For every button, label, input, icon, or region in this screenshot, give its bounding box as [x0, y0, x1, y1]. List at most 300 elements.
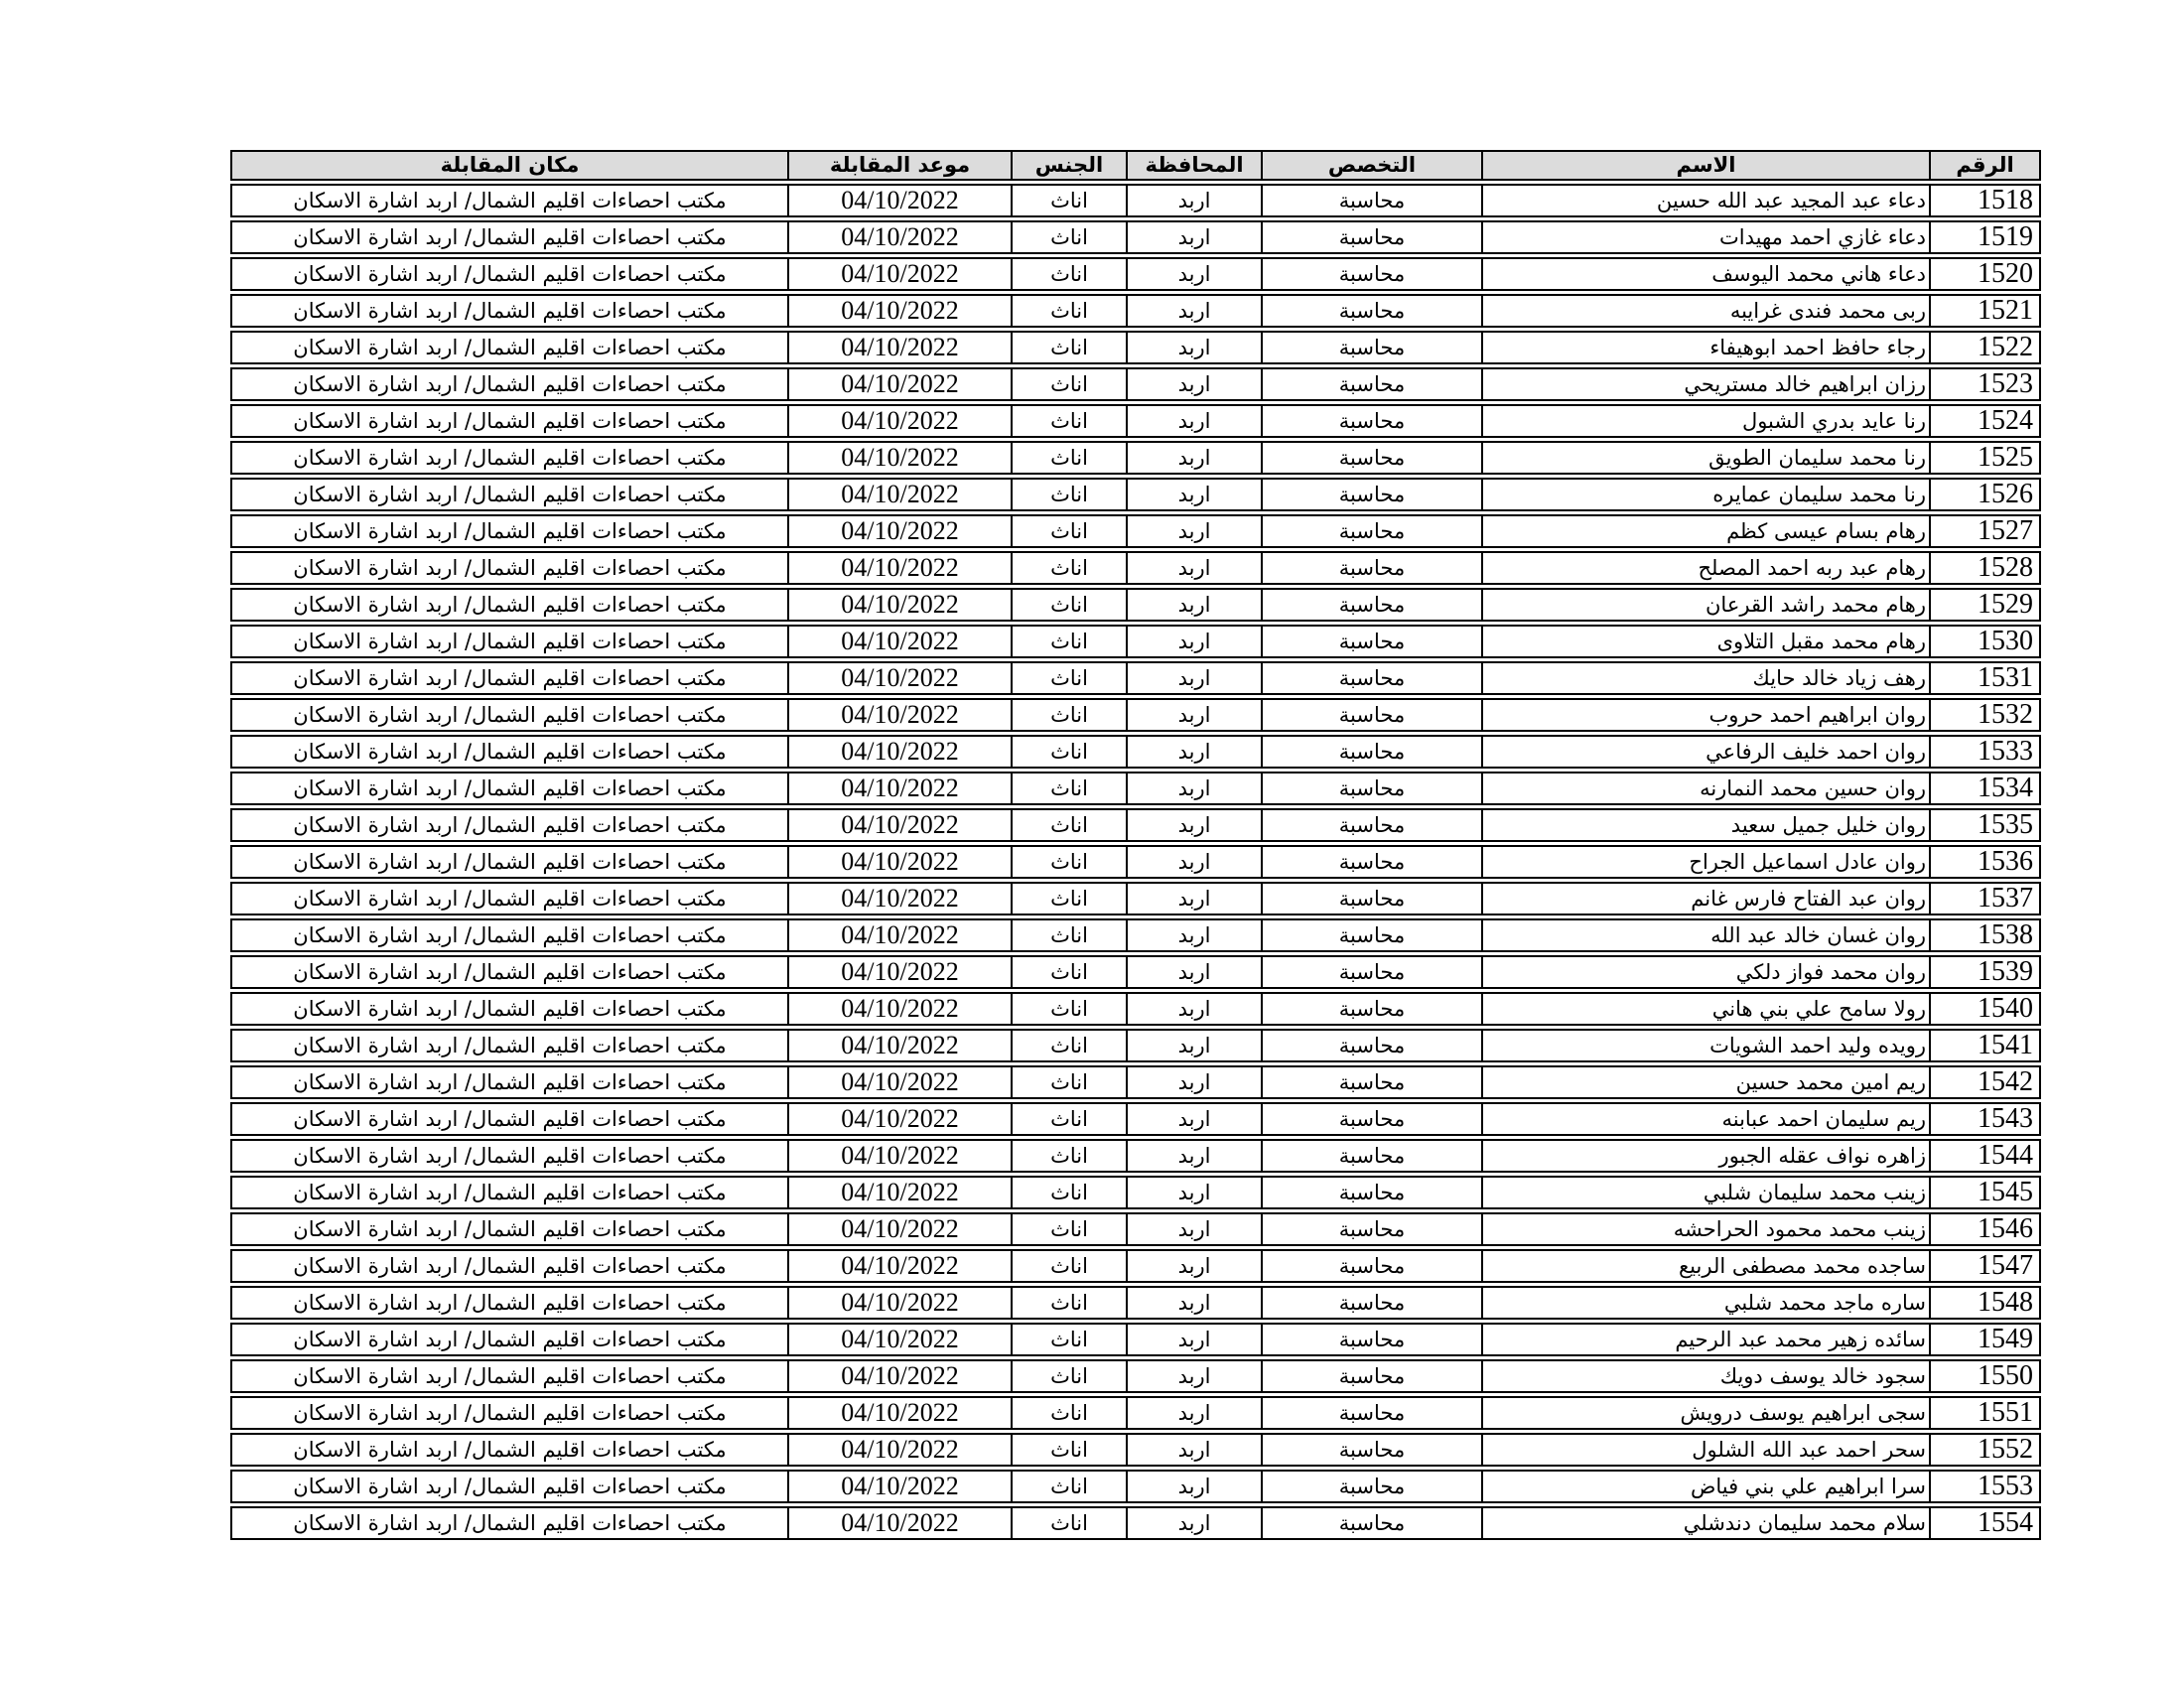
cell-date: 04/10/2022 — [787, 918, 1013, 952]
cell-name: سرا ابراهيم علي بني فياض — [1481, 1470, 1931, 1503]
cell-location: مكتب احصاءات اقليم الشمال/ اربد اشارة الاسكان — [230, 220, 789, 254]
cell-governorate: اربد — [1126, 1065, 1263, 1099]
cell-number: 1536 — [1929, 845, 2041, 879]
header-cell-specialization: التخصص — [1261, 150, 1483, 181]
cell-specialization: محاسبة — [1261, 478, 1483, 511]
cell-number: 1550 — [1929, 1359, 2041, 1393]
cell-number: 1539 — [1929, 955, 2041, 989]
cell-specialization: محاسبة — [1261, 1029, 1483, 1062]
cell-governorate: اربد — [1126, 257, 1263, 291]
cell-number: 1520 — [1929, 257, 2041, 291]
cell-specialization: محاسبة — [1261, 698, 1483, 732]
cell-location: مكتب احصاءات اقليم الشمال/ اربد اشارة الاسكان — [230, 661, 789, 695]
cell-gender: اناث — [1011, 1249, 1128, 1283]
cell-date: 04/10/2022 — [787, 441, 1013, 475]
cell-location: مكتب احصاءات اقليم الشمال/ اربد اشارة الاسكان — [230, 1470, 789, 1503]
table-row — [230, 1433, 2041, 1467]
cell-date: 04/10/2022 — [787, 1506, 1013, 1540]
cell-date: 04/10/2022 — [787, 1029, 1013, 1062]
table-header-row — [230, 150, 2041, 181]
cell-name: ساجده محمد مصطفى الربيع — [1481, 1249, 1931, 1283]
cell-location: مكتب احصاءات اقليم الشمال/ اربد اشارة الاسكان — [230, 698, 789, 732]
cell-specialization: محاسبة — [1261, 1323, 1483, 1356]
cell-location: مكتب احصاءات اقليم الشمال/ اربد اشارة الاسكان — [230, 1249, 789, 1283]
cell-number: 1535 — [1929, 808, 2041, 842]
cell-number: 1519 — [1929, 220, 2041, 254]
cell-governorate: اربد — [1126, 661, 1263, 695]
cell-name: روان غسان خالد عبد الله — [1481, 918, 1931, 952]
cell-gender: اناث — [1011, 625, 1128, 658]
cell-governorate: اربد — [1126, 625, 1263, 658]
table-row — [230, 772, 2041, 805]
cell-name: روان عبد الفتاح فارس غانم — [1481, 882, 1931, 915]
cell-governorate: اربد — [1126, 441, 1263, 475]
cell-gender: اناث — [1011, 1506, 1128, 1540]
table-row — [230, 1102, 2041, 1136]
cell-gender: اناث — [1011, 1433, 1128, 1467]
cell-name: رهام بسام عيسى كظم — [1481, 514, 1931, 548]
header-cell-location: مكان المقابلة — [230, 150, 789, 181]
cell-specialization: محاسبة — [1261, 1139, 1483, 1173]
header-cell-governorate: المحافظة — [1126, 150, 1263, 181]
cell-location: مكتب احصاءات اقليم الشمال/ اربد اشارة الاسكان — [230, 514, 789, 548]
cell-date: 04/10/2022 — [787, 1359, 1013, 1393]
cell-gender: اناث — [1011, 551, 1128, 585]
cell-gender: اناث — [1011, 294, 1128, 328]
cell-date: 04/10/2022 — [787, 367, 1013, 401]
table-row — [230, 1323, 2041, 1356]
cell-name: رزان ابراهيم خالد مستريحي — [1481, 367, 1931, 401]
cell-specialization: محاسبة — [1261, 992, 1483, 1026]
cell-governorate: اربد — [1126, 845, 1263, 879]
cell-gender: اناث — [1011, 1359, 1128, 1393]
cell-gender: اناث — [1011, 1470, 1128, 1503]
cell-name: روان ابراهيم احمد حروب — [1481, 698, 1931, 732]
cell-specialization: محاسبة — [1261, 625, 1483, 658]
cell-specialization: محاسبة — [1261, 1249, 1483, 1283]
table-row — [230, 1212, 2041, 1246]
header-cell-number: الرقم — [1929, 150, 2041, 181]
cell-gender: اناث — [1011, 588, 1128, 622]
cell-name: زينب محمد سليمان شلبي — [1481, 1176, 1931, 1209]
cell-number: 1548 — [1929, 1286, 2041, 1320]
cell-location: مكتب احصاءات اقليم الشمال/ اربد اشارة الاسكان — [230, 294, 789, 328]
cell-location: مكتب احصاءات اقليم الشمال/ اربد اشارة الاسكان — [230, 845, 789, 879]
cell-name: سلام محمد سليمان دندشلي — [1481, 1506, 1931, 1540]
cell-date: 04/10/2022 — [787, 294, 1013, 328]
cell-governorate: اربد — [1126, 1102, 1263, 1136]
cell-date: 04/10/2022 — [787, 220, 1013, 254]
cell-governorate: اربد — [1126, 404, 1263, 438]
cell-gender: اناث — [1011, 698, 1128, 732]
table-row — [230, 955, 2041, 989]
header-cell-date: موعد المقابلة — [787, 150, 1013, 181]
cell-name: سجود خالد يوسف دويك — [1481, 1359, 1931, 1393]
cell-name: رجاء حافظ احمد ابوهيفاء — [1481, 331, 1931, 364]
cell-governorate: اربد — [1126, 294, 1263, 328]
cell-location: مكتب احصاءات اقليم الشمال/ اربد اشارة الاسكان — [230, 184, 789, 217]
cell-number: 1552 — [1929, 1433, 2041, 1467]
cell-location: مكتب احصاءات اقليم الشمال/ اربد اشارة الاسكان — [230, 441, 789, 475]
cell-date: 04/10/2022 — [787, 331, 1013, 364]
cell-governorate: اربد — [1126, 1139, 1263, 1173]
cell-gender: اناث — [1011, 955, 1128, 989]
cell-specialization: محاسبة — [1261, 184, 1483, 217]
cell-name: رهام عبد ربه احمد المصلح — [1481, 551, 1931, 585]
cell-location: مكتب احصاءات اقليم الشمال/ اربد اشارة الاسكان — [230, 404, 789, 438]
cell-name: رنا عايد بدري الشبول — [1481, 404, 1931, 438]
cell-number: 1518 — [1929, 184, 2041, 217]
table-row — [230, 1065, 2041, 1099]
cell-number: 1540 — [1929, 992, 2041, 1026]
cell-gender: اناث — [1011, 1323, 1128, 1356]
cell-specialization: محاسبة — [1261, 772, 1483, 805]
table-body — [230, 184, 2041, 1540]
cell-gender: اناث — [1011, 220, 1128, 254]
cell-specialization: محاسبة — [1261, 955, 1483, 989]
table-row — [230, 698, 2041, 732]
cell-number: 1525 — [1929, 441, 2041, 475]
cell-gender: اناث — [1011, 257, 1128, 291]
cell-gender: اناث — [1011, 478, 1128, 511]
table-row — [230, 1470, 2041, 1503]
cell-gender: اناث — [1011, 1139, 1128, 1173]
cell-number: 1524 — [1929, 404, 2041, 438]
cell-name: رهام محمد مقبل التلاوى — [1481, 625, 1931, 658]
table-row — [230, 588, 2041, 622]
table-row — [230, 1506, 2041, 1540]
cell-governorate: اربد — [1126, 1359, 1263, 1393]
cell-gender: اناث — [1011, 735, 1128, 769]
cell-specialization: محاسبة — [1261, 661, 1483, 695]
cell-date: 04/10/2022 — [787, 478, 1013, 511]
cell-location: مكتب احصاءات اقليم الشمال/ اربد اشارة الاسكان — [230, 1065, 789, 1099]
cell-governorate: اربد — [1126, 1506, 1263, 1540]
cell-specialization: محاسبة — [1261, 1359, 1483, 1393]
cell-specialization: محاسبة — [1261, 441, 1483, 475]
table-row — [230, 845, 2041, 879]
cell-gender: اناث — [1011, 772, 1128, 805]
cell-gender: اناث — [1011, 367, 1128, 401]
cell-governorate: اربد — [1126, 808, 1263, 842]
cell-name: رنا محمد سليمان الطويق — [1481, 441, 1931, 475]
cell-number: 1522 — [1929, 331, 2041, 364]
cell-gender: اناث — [1011, 184, 1128, 217]
cell-name: دعاء عبد المجيد عبد الله حسين — [1481, 184, 1931, 217]
cell-location: مكتب احصاءات اقليم الشمال/ اربد اشارة الاسكان — [230, 1139, 789, 1173]
cell-date: 04/10/2022 — [787, 882, 1013, 915]
cell-specialization: محاسبة — [1261, 845, 1483, 879]
cell-number: 1523 — [1929, 367, 2041, 401]
cell-gender: اناث — [1011, 404, 1128, 438]
cell-date: 04/10/2022 — [787, 1176, 1013, 1209]
cell-location: مكتب احصاءات اقليم الشمال/ اربد اشارة الاسكان — [230, 1029, 789, 1062]
cell-governorate: اربد — [1126, 882, 1263, 915]
table-row — [230, 331, 2041, 364]
cell-number: 1534 — [1929, 772, 2041, 805]
cell-governorate: اربد — [1126, 1470, 1263, 1503]
table-row — [230, 220, 2041, 254]
table-row — [230, 661, 2041, 695]
cell-governorate: اربد — [1126, 367, 1263, 401]
cell-gender: اناث — [1011, 331, 1128, 364]
cell-number: 1531 — [1929, 661, 2041, 695]
table-row — [230, 478, 2041, 511]
cell-specialization: محاسبة — [1261, 808, 1483, 842]
table-row — [230, 1359, 2041, 1393]
cell-number: 1543 — [1929, 1102, 2041, 1136]
cell-specialization: محاسبة — [1261, 1176, 1483, 1209]
cell-location: مكتب احصاءات اقليم الشمال/ اربد اشارة الاسكان — [230, 1286, 789, 1320]
cell-governorate: اربد — [1126, 478, 1263, 511]
header-cell-name: الاسم — [1481, 150, 1931, 181]
table-row — [230, 1176, 2041, 1209]
cell-date: 04/10/2022 — [787, 1323, 1013, 1356]
cell-specialization: محاسبة — [1261, 1470, 1483, 1503]
cell-location: مكتب احصاءات اقليم الشمال/ اربد اشارة الاسكان — [230, 551, 789, 585]
cell-gender: اناث — [1011, 1396, 1128, 1430]
cell-governorate: اربد — [1126, 184, 1263, 217]
cell-specialization: محاسبة — [1261, 1065, 1483, 1099]
cell-specialization: محاسبة — [1261, 331, 1483, 364]
table-row — [230, 441, 2041, 475]
cell-date: 04/10/2022 — [787, 1249, 1013, 1283]
cell-name: سائده زهير محمد عبد الرحيم — [1481, 1323, 1931, 1356]
table-row — [230, 918, 2041, 952]
cell-specialization: محاسبة — [1261, 1396, 1483, 1430]
cell-date: 04/10/2022 — [787, 404, 1013, 438]
cell-governorate: اربد — [1126, 698, 1263, 732]
cell-specialization: محاسبة — [1261, 588, 1483, 622]
cell-specialization: محاسبة — [1261, 220, 1483, 254]
cell-location: مكتب احصاءات اقليم الشمال/ اربد اشارة الاسكان — [230, 478, 789, 511]
cell-name: زاهره نواف عقله الجبور — [1481, 1139, 1931, 1173]
cell-number: 1553 — [1929, 1470, 2041, 1503]
cell-specialization: محاسبة — [1261, 882, 1483, 915]
interview-schedule-table — [230, 150, 2041, 1543]
cell-number: 1530 — [1929, 625, 2041, 658]
cell-specialization: محاسبة — [1261, 735, 1483, 769]
cell-governorate: اربد — [1126, 955, 1263, 989]
cell-location: مكتب احصاءات اقليم الشمال/ اربد اشارة الاسكان — [230, 882, 789, 915]
cell-location: مكتب احصاءات اقليم الشمال/ اربد اشارة الاسكان — [230, 588, 789, 622]
cell-name: دعاء هاني محمد اليوسف — [1481, 257, 1931, 291]
cell-name: رولا سامح علي بني هاني — [1481, 992, 1931, 1026]
cell-date: 04/10/2022 — [787, 1065, 1013, 1099]
cell-governorate: اربد — [1126, 772, 1263, 805]
cell-location: مكتب احصاءات اقليم الشمال/ اربد اشارة الاسكان — [230, 1359, 789, 1393]
cell-date: 04/10/2022 — [787, 735, 1013, 769]
table-row — [230, 367, 2041, 401]
cell-governorate: اربد — [1126, 1286, 1263, 1320]
cell-specialization: محاسبة — [1261, 1506, 1483, 1540]
cell-name: روان حسين محمد النمارنه — [1481, 772, 1931, 805]
cell-gender: اناث — [1011, 661, 1128, 695]
cell-name: زينب محمد محمود الحراحشه — [1481, 1212, 1931, 1246]
cell-location: مكتب احصاءات اقليم الشمال/ اربد اشارة الاسكان — [230, 1323, 789, 1356]
cell-specialization: محاسبة — [1261, 257, 1483, 291]
cell-date: 04/10/2022 — [787, 772, 1013, 805]
cell-location: مكتب احصاءات اقليم الشمال/ اربد اشارة الاسكان — [230, 625, 789, 658]
cell-specialization: محاسبة — [1261, 367, 1483, 401]
table-row — [230, 808, 2041, 842]
cell-date: 04/10/2022 — [787, 1139, 1013, 1173]
cell-location: مكتب احصاءات اقليم الشمال/ اربد اشارة الاسكان — [230, 1433, 789, 1467]
cell-name: دعاء غازي احمد مهيدات — [1481, 220, 1931, 254]
cell-date: 04/10/2022 — [787, 955, 1013, 989]
cell-gender: اناث — [1011, 1065, 1128, 1099]
cell-date: 04/10/2022 — [787, 845, 1013, 879]
cell-location: مكتب احصاءات اقليم الشمال/ اربد اشارة الاسكان — [230, 918, 789, 952]
cell-location: مكتب احصاءات اقليم الشمال/ اربد اشارة الاسكان — [230, 955, 789, 989]
cell-name: روان خليل جميل سعيد — [1481, 808, 1931, 842]
cell-number: 1547 — [1929, 1249, 2041, 1283]
cell-specialization: محاسبة — [1261, 1102, 1483, 1136]
cell-location: مكتب احصاءات اقليم الشمال/ اربد اشارة الاسكان — [230, 1506, 789, 1540]
cell-name: سجى ابراهيم يوسف درويش — [1481, 1396, 1931, 1430]
cell-name: رنا محمد سليمان عمايره — [1481, 478, 1931, 511]
table-row — [230, 404, 2041, 438]
cell-date: 04/10/2022 — [787, 661, 1013, 695]
table-row — [230, 992, 2041, 1026]
cell-gender: اناث — [1011, 1286, 1128, 1320]
cell-date: 04/10/2022 — [787, 1212, 1013, 1246]
cell-location: مكتب احصاءات اقليم الشمال/ اربد اشارة الاسكان — [230, 1102, 789, 1136]
cell-gender: اناث — [1011, 514, 1128, 548]
cell-number: 1549 — [1929, 1323, 2041, 1356]
table-row — [230, 184, 2041, 217]
cell-governorate: اربد — [1126, 588, 1263, 622]
cell-name: روان احمد خليف الرفاعي — [1481, 735, 1931, 769]
cell-specialization: محاسبة — [1261, 514, 1483, 548]
cell-name: رهف زياد خالد حايك — [1481, 661, 1931, 695]
cell-gender: اناث — [1011, 992, 1128, 1026]
cell-date: 04/10/2022 — [787, 698, 1013, 732]
cell-date: 04/10/2022 — [787, 588, 1013, 622]
cell-gender: اناث — [1011, 441, 1128, 475]
cell-number: 1542 — [1929, 1065, 2041, 1099]
cell-number: 1546 — [1929, 1212, 2041, 1246]
cell-number: 1532 — [1929, 698, 2041, 732]
cell-date: 04/10/2022 — [787, 184, 1013, 217]
cell-location: مكتب احصاءات اقليم الشمال/ اربد اشارة الاسكان — [230, 808, 789, 842]
cell-number: 1541 — [1929, 1029, 2041, 1062]
cell-gender: اناث — [1011, 1212, 1128, 1246]
cell-location: مكتب احصاءات اقليم الشمال/ اربد اشارة الاسكان — [230, 735, 789, 769]
cell-location: مكتب احصاءات اقليم الشمال/ اربد اشارة الاسكان — [230, 331, 789, 364]
table-row — [230, 1139, 2041, 1173]
cell-date: 04/10/2022 — [787, 1286, 1013, 1320]
table-row — [230, 551, 2041, 585]
cell-governorate: اربد — [1126, 1433, 1263, 1467]
cell-governorate: اربد — [1126, 551, 1263, 585]
cell-gender: اناث — [1011, 1102, 1128, 1136]
cell-date: 04/10/2022 — [787, 1433, 1013, 1467]
cell-date: 04/10/2022 — [787, 1102, 1013, 1136]
table-row — [230, 882, 2041, 915]
cell-name: ربى محمد فندى غرايبه — [1481, 294, 1931, 328]
cell-name: رويده وليد احمد الشويات — [1481, 1029, 1931, 1062]
cell-governorate: اربد — [1126, 735, 1263, 769]
cell-number: 1544 — [1929, 1139, 2041, 1173]
cell-gender: اناث — [1011, 918, 1128, 952]
cell-number: 1526 — [1929, 478, 2041, 511]
cell-specialization: محاسبة — [1261, 294, 1483, 328]
table-row — [230, 257, 2041, 291]
table-row — [230, 294, 2041, 328]
cell-location: مكتب احصاءات اقليم الشمال/ اربد اشارة الاسكان — [230, 1176, 789, 1209]
cell-number: 1529 — [1929, 588, 2041, 622]
table-row — [230, 1249, 2041, 1283]
cell-date: 04/10/2022 — [787, 992, 1013, 1026]
cell-name: رهام محمد راشد القرعان — [1481, 588, 1931, 622]
cell-date: 04/10/2022 — [787, 1396, 1013, 1430]
cell-governorate: اربد — [1126, 1029, 1263, 1062]
cell-name: ساره ماجد محمد شلبي — [1481, 1286, 1931, 1320]
cell-gender: اناث — [1011, 1176, 1128, 1209]
cell-gender: اناث — [1011, 882, 1128, 915]
cell-specialization: محاسبة — [1261, 551, 1483, 585]
cell-date: 04/10/2022 — [787, 551, 1013, 585]
cell-governorate: اربد — [1126, 1323, 1263, 1356]
cell-location: مكتب احصاءات اقليم الشمال/ اربد اشارة الاسكان — [230, 257, 789, 291]
cell-governorate: اربد — [1126, 331, 1263, 364]
cell-location: مكتب احصاءات اقليم الشمال/ اربد اشارة الاسكان — [230, 1212, 789, 1246]
header-cell-gender: الجنس — [1011, 150, 1128, 181]
cell-gender: اناث — [1011, 1029, 1128, 1062]
table-row — [230, 1286, 2041, 1320]
cell-governorate: اربد — [1126, 918, 1263, 952]
table-row — [230, 514, 2041, 548]
cell-location: مكتب احصاءات اقليم الشمال/ اربد اشارة الاسكان — [230, 1396, 789, 1430]
cell-gender: اناث — [1011, 808, 1128, 842]
cell-gender: اناث — [1011, 845, 1128, 879]
cell-governorate: اربد — [1126, 992, 1263, 1026]
cell-specialization: محاسبة — [1261, 404, 1483, 438]
cell-name: ريم امين محمد حسين — [1481, 1065, 1931, 1099]
cell-number: 1545 — [1929, 1176, 2041, 1209]
cell-number: 1533 — [1929, 735, 2041, 769]
cell-date: 04/10/2022 — [787, 514, 1013, 548]
cell-specialization: محاسبة — [1261, 1212, 1483, 1246]
cell-date: 04/10/2022 — [787, 257, 1013, 291]
cell-specialization: محاسبة — [1261, 1433, 1483, 1467]
cell-specialization: محاسبة — [1261, 1286, 1483, 1320]
table-row — [230, 1029, 2041, 1062]
cell-name: روان عادل اسماعيل الجراح — [1481, 845, 1931, 879]
cell-name: روان محمد فواز دلكي — [1481, 955, 1931, 989]
cell-location: مكتب احصاءات اقليم الشمال/ اربد اشارة الاسكان — [230, 367, 789, 401]
cell-number: 1527 — [1929, 514, 2041, 548]
cell-name: سحر احمد عبد الله الشلول — [1481, 1433, 1931, 1467]
table-row — [230, 1396, 2041, 1430]
cell-number: 1537 — [1929, 882, 2041, 915]
cell-number: 1538 — [1929, 918, 2041, 952]
cell-specialization: محاسبة — [1261, 918, 1483, 952]
cell-name: ريم سليمان احمد عبابنه — [1481, 1102, 1931, 1136]
table-row — [230, 735, 2041, 769]
cell-number: 1551 — [1929, 1396, 2041, 1430]
cell-date: 04/10/2022 — [787, 808, 1013, 842]
cell-number: 1521 — [1929, 294, 2041, 328]
cell-date: 04/10/2022 — [787, 1470, 1013, 1503]
table-row — [230, 625, 2041, 658]
cell-number: 1554 — [1929, 1506, 2041, 1540]
cell-governorate: اربد — [1126, 1396, 1263, 1430]
cell-governorate: اربد — [1126, 1176, 1263, 1209]
cell-location: مكتب احصاءات اقليم الشمال/ اربد اشارة الاسكان — [230, 772, 789, 805]
cell-location: مكتب احصاءات اقليم الشمال/ اربد اشارة الاسكان — [230, 992, 789, 1026]
